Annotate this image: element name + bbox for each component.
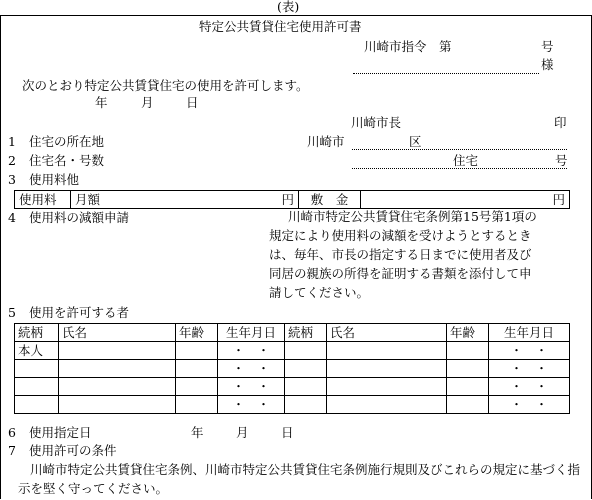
occupant-name-cell (327, 342, 447, 360)
fee-table (14, 190, 570, 209)
deposit-yen: 円 (361, 191, 570, 209)
item-4-number: 4 (8, 210, 16, 225)
occupant-relation-cell (15, 360, 59, 378)
item-3-label: 使用料他 (29, 172, 80, 187)
occupant-dob-cell: ・ ・ (218, 360, 285, 378)
recipient-dotted-line (353, 73, 539, 74)
item-5-number: 5 (8, 305, 16, 320)
occupant-dob-cell: ・ ・ (218, 378, 285, 396)
issuer-seal: 印 (554, 115, 567, 130)
conditions-text: 川崎市特定公共賃貸住宅条例、川崎市特定公共賃貸住宅条例施行規則及びこれらの規定に基づく指示を堅く守ってください。 (18, 462, 581, 496)
reduction-line-2: 規定により使用料の減額を受けようとするとき (269, 228, 532, 243)
occupant-age-cell (447, 396, 489, 414)
header-relation-2: 続柄 (285, 324, 327, 342)
form-side-label: (表) (277, 0, 300, 14)
occupant-relation-cell (15, 378, 59, 396)
location-city: 川崎市 (307, 134, 345, 149)
occupant-relation-self: 本人 (15, 342, 59, 360)
occupant-dob-cell: ・ ・ (218, 396, 285, 414)
occupant-relation-cell (285, 360, 327, 378)
occupant-age-cell (176, 378, 218, 396)
item-6-number: 6 (8, 425, 16, 440)
header-name-2: 氏名 (327, 324, 447, 342)
table-row (15, 342, 570, 360)
reduction-line-4: 同居の親族の所得を証明する書類を添付して申 (269, 266, 532, 281)
item-6-label: 使用指定日 (29, 425, 92, 440)
table-row (15, 360, 570, 378)
use-date-year: 年 (191, 425, 204, 440)
monthly-fee-cell (71, 191, 299, 209)
header-age-1: 年齢 (176, 324, 218, 342)
occupant-age-cell (447, 378, 489, 396)
occupant-age-cell (447, 342, 489, 360)
header-relation-1: 続柄 (15, 324, 59, 342)
reduction-line-1: 川崎市特定公共賃貸住宅条例第15号第1項の (288, 209, 537, 224)
location-dotted-line (352, 149, 567, 150)
issue-date-day: 日 (186, 95, 199, 110)
occupant-name-cell (59, 360, 176, 378)
housing-number-suffix: 号 (555, 153, 568, 168)
item-5-label: 使用を許可する者 (29, 305, 130, 320)
housing-dotted-line (352, 168, 567, 169)
occupant-dob-cell: ・ ・ (489, 342, 570, 360)
issue-date-year: 年 (95, 95, 108, 110)
header-age-2: 年齢 (447, 324, 489, 342)
occupant-relation-cell (15, 396, 59, 414)
issuer-name: 川崎市長 (351, 115, 402, 130)
issue-number-prefix: 川崎市指令 第 (364, 39, 452, 54)
monthly-fee-label: 月額 (75, 192, 101, 207)
item-1-label: 住宅の所在地 (29, 134, 105, 149)
item-1-number: 1 (8, 134, 16, 149)
fee-label: 使用料 (15, 191, 71, 209)
occupants-table (14, 323, 570, 414)
occupant-name-cell (59, 378, 176, 396)
table-row (15, 378, 570, 396)
occupant-relation-cell (285, 396, 327, 414)
item-3-number: 3 (8, 172, 16, 187)
occupant-relation-cell (285, 378, 327, 396)
table-row (15, 396, 570, 414)
occupant-relation-cell (285, 342, 327, 360)
occupant-age-cell (176, 342, 218, 360)
occupant-dob-cell: ・ ・ (489, 378, 570, 396)
monthly-fee-yen: 円 (281, 192, 294, 207)
location-ward: 区 (409, 134, 422, 149)
occupant-dob-cell: ・ ・ (489, 396, 570, 414)
housing-suffix: 住宅 (453, 153, 479, 168)
intro-text: 次のとおり特定公共賃貸住宅の使用を許可します。 (22, 78, 309, 93)
reduction-line-3: は、毎年、市長の指定する日までに使用者及び (269, 247, 532, 262)
header-name-1: 氏名 (59, 324, 176, 342)
item-4-label: 使用料の減額申請 (29, 210, 130, 225)
recipient-suffix: 様 (541, 57, 554, 72)
issue-number-suffix: 号 (541, 39, 554, 54)
reduction-line-5: 請してください。 (269, 285, 370, 300)
deposit-label: 敷 金 (299, 191, 361, 209)
item-7-label: 使用許可の条件 (29, 443, 117, 458)
header-dob-2: 生年月日 (489, 324, 570, 342)
occupant-age-cell (447, 360, 489, 378)
occupant-dob-cell: ・ ・ (489, 360, 570, 378)
occupant-name-cell (59, 342, 176, 360)
occupant-name-cell (327, 378, 447, 396)
use-date-month: 月 (236, 425, 249, 440)
item-7-number: 7 (8, 443, 16, 458)
use-date-day: 日 (281, 425, 294, 440)
item-2-number: 2 (8, 153, 16, 168)
occupants-header-row (15, 324, 570, 342)
issue-date-month: 月 (141, 95, 154, 110)
form-title: 特定公共賃貸住宅使用許可書 (199, 19, 362, 34)
header-dob-1: 生年月日 (218, 324, 285, 342)
occupant-name-cell (327, 396, 447, 414)
item-2-label: 住宅名・号数 (29, 153, 105, 168)
occupant-age-cell (176, 396, 218, 414)
occupant-age-cell (176, 360, 218, 378)
occupant-name-cell (59, 396, 176, 414)
occupant-name-cell (327, 360, 447, 378)
occupant-dob-cell: ・ ・ (218, 342, 285, 360)
